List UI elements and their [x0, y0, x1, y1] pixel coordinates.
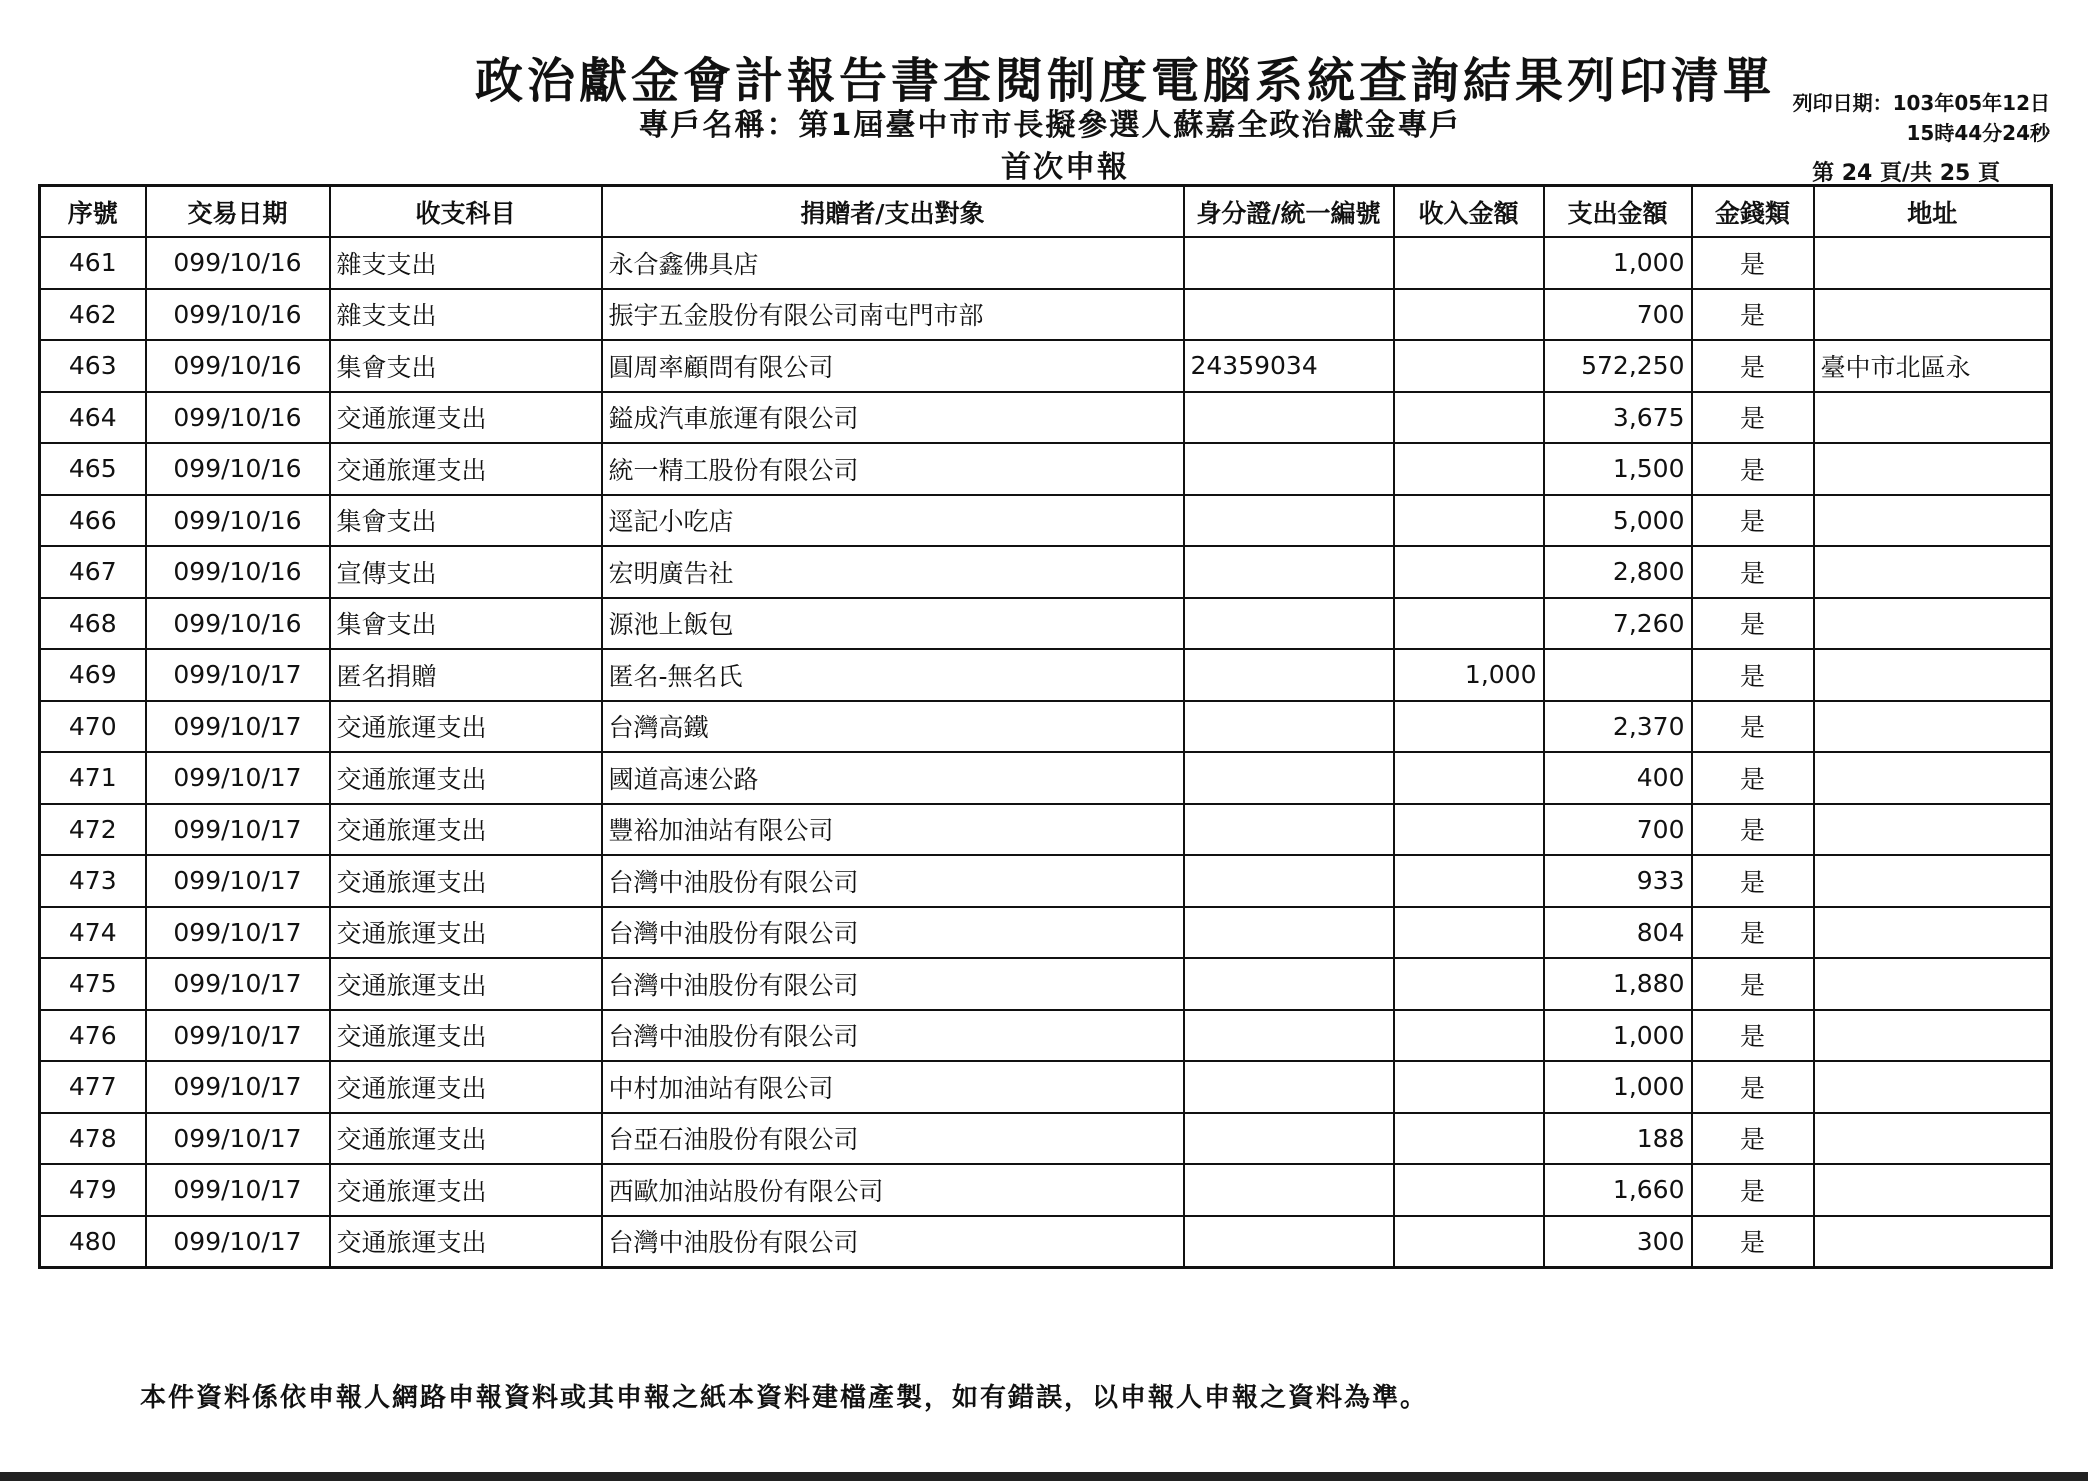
- cell-id: [1184, 649, 1394, 701]
- cell-cash: 是: [1692, 289, 1814, 341]
- cell-category: 宣傳支出: [330, 546, 602, 598]
- cell-category: 交通旅運支出: [330, 958, 602, 1010]
- cell-expense: 300: [1544, 1216, 1692, 1268]
- cell-expense: [1544, 649, 1692, 701]
- cell-no: 466: [40, 495, 146, 547]
- cell-cash: 是: [1692, 958, 1814, 1010]
- cell-address: [1814, 804, 2052, 856]
- cell-date: 099/10/16: [146, 495, 330, 547]
- cell-income: [1394, 958, 1544, 1010]
- cell-party: 台灣中油股份有限公司: [602, 907, 1184, 959]
- cell-id: [1184, 1164, 1394, 1216]
- cell-date: 099/10/17: [146, 649, 330, 701]
- cell-address: [1814, 237, 2052, 289]
- cell-no: 465: [40, 443, 146, 495]
- cell-party: 國道高速公路: [602, 752, 1184, 804]
- cell-id: [1184, 752, 1394, 804]
- cell-address: [1814, 546, 2052, 598]
- cell-cash: 是: [1692, 443, 1814, 495]
- cell-no: 463: [40, 340, 146, 392]
- col-header-category: 收支科目: [330, 186, 602, 238]
- cell-cash: 是: [1692, 392, 1814, 444]
- cell-date: 099/10/17: [146, 701, 330, 753]
- cell-address: [1814, 752, 2052, 804]
- cell-no: 471: [40, 752, 146, 804]
- cell-date: 099/10/17: [146, 855, 330, 907]
- table-row: [40, 1164, 2052, 1216]
- table-row: [40, 701, 2052, 753]
- cell-party: 統一精工股份有限公司: [602, 443, 1184, 495]
- cell-expense: 188: [1544, 1113, 1692, 1165]
- cell-address: [1814, 958, 2052, 1010]
- cell-date: 099/10/16: [146, 340, 330, 392]
- table-row: [40, 546, 2052, 598]
- cell-income: [1394, 237, 1544, 289]
- cell-party: 台亞石油股份有限公司: [602, 1113, 1184, 1165]
- cell-party: 台灣中油股份有限公司: [602, 855, 1184, 907]
- cell-id: [1184, 443, 1394, 495]
- cell-address: [1814, 598, 2052, 650]
- cell-category: 交通旅運支出: [330, 855, 602, 907]
- cell-party: 振宇五金股份有限公司南屯門市部: [602, 289, 1184, 341]
- cell-address: [1814, 1010, 2052, 1062]
- cell-expense: 700: [1544, 289, 1692, 341]
- cell-date: 099/10/17: [146, 958, 330, 1010]
- cell-category: 交通旅運支出: [330, 1164, 602, 1216]
- cell-no: 462: [40, 289, 146, 341]
- cell-expense: 5,000: [1544, 495, 1692, 547]
- cell-no: 479: [40, 1164, 146, 1216]
- cell-category: 集會支出: [330, 495, 602, 547]
- cell-no: 475: [40, 958, 146, 1010]
- cell-date: 099/10/17: [146, 1061, 330, 1113]
- cell-id: [1184, 237, 1394, 289]
- col-header-id: 身分證/統一編號: [1184, 186, 1394, 238]
- cell-party: 台灣中油股份有限公司: [602, 1010, 1184, 1062]
- cell-address: [1814, 392, 2052, 444]
- cell-address: [1814, 701, 2052, 753]
- table-body: [40, 237, 2052, 1267]
- cell-id: [1184, 546, 1394, 598]
- cell-income: [1394, 1113, 1544, 1165]
- cell-income: [1394, 289, 1544, 341]
- cell-no: 472: [40, 804, 146, 856]
- cell-cash: 是: [1692, 855, 1814, 907]
- cell-income: [1394, 598, 1544, 650]
- cell-income: [1394, 855, 1544, 907]
- table-row: [40, 392, 2052, 444]
- cell-cash: 是: [1692, 649, 1814, 701]
- table-row: [40, 1010, 2052, 1062]
- cell-expense: 7,260: [1544, 598, 1692, 650]
- cell-income: [1394, 752, 1544, 804]
- col-header-address: 地址: [1814, 186, 2052, 238]
- cell-cash: 是: [1692, 907, 1814, 959]
- cell-address: [1814, 1113, 2052, 1165]
- cell-expense: 1,500: [1544, 443, 1692, 495]
- cell-no: 480: [40, 1216, 146, 1268]
- cell-no: 468: [40, 598, 146, 650]
- cell-address: [1814, 1061, 2052, 1113]
- cell-cash: 是: [1692, 1010, 1814, 1062]
- print-date-block: [1760, 88, 2050, 148]
- table-row: [40, 443, 2052, 495]
- table-row: [40, 1061, 2052, 1113]
- cell-no: 464: [40, 392, 146, 444]
- cell-party: 鎰成汽車旅運有限公司: [602, 392, 1184, 444]
- cell-cash: 是: [1692, 598, 1814, 650]
- table-row: [40, 958, 2052, 1010]
- cell-date: 099/10/17: [146, 907, 330, 959]
- cell-party: 永合鑫佛具店: [602, 237, 1184, 289]
- cell-id: [1184, 392, 1394, 444]
- col-header-expense: 支出金額: [1544, 186, 1692, 238]
- cell-expense: 1,000: [1544, 1061, 1692, 1113]
- cell-id: 24359034: [1184, 340, 1394, 392]
- cell-party: 中村加油站有限公司: [602, 1061, 1184, 1113]
- cell-address: [1814, 907, 2052, 959]
- cell-address: [1814, 495, 2052, 547]
- cell-id: [1184, 1061, 1394, 1113]
- cell-no: 461: [40, 237, 146, 289]
- col-header-date: 交易日期: [146, 186, 330, 238]
- cell-cash: 是: [1692, 1061, 1814, 1113]
- cell-id: [1184, 701, 1394, 753]
- cell-party: 台灣中油股份有限公司: [602, 958, 1184, 1010]
- cell-category: 交通旅運支出: [330, 701, 602, 753]
- cell-no: 467: [40, 546, 146, 598]
- cell-expense: 804: [1544, 907, 1692, 959]
- cell-expense: 572,250: [1544, 340, 1692, 392]
- cell-id: [1184, 804, 1394, 856]
- cell-date: 099/10/16: [146, 546, 330, 598]
- table-header-row: [40, 186, 2052, 238]
- cell-cash: 是: [1692, 804, 1814, 856]
- col-header-cash: 金錢類: [1692, 186, 1814, 238]
- cell-income: [1394, 1061, 1544, 1113]
- cell-address: 臺中市北區永: [1814, 340, 2052, 392]
- cell-date: 099/10/16: [146, 289, 330, 341]
- cell-date: 099/10/16: [146, 598, 330, 650]
- cell-expense: 2,370: [1544, 701, 1692, 753]
- cell-cash: 是: [1692, 1164, 1814, 1216]
- cell-party: 西歐加油站股份有限公司: [602, 1164, 1184, 1216]
- cell-date: 099/10/16: [146, 443, 330, 495]
- table-row: [40, 598, 2052, 650]
- cell-cash: 是: [1692, 752, 1814, 804]
- cell-category: 雜支支出: [330, 237, 602, 289]
- table-row: [40, 340, 2052, 392]
- cell-party: 台灣中油股份有限公司: [602, 1216, 1184, 1268]
- table-row: [40, 855, 2052, 907]
- cell-id: [1184, 1216, 1394, 1268]
- cell-id: [1184, 958, 1394, 1010]
- cell-date: 099/10/17: [146, 1010, 330, 1062]
- cell-category: 集會支出: [330, 598, 602, 650]
- cell-address: [1814, 649, 2052, 701]
- cell-category: 交通旅運支出: [330, 443, 602, 495]
- cell-date: 099/10/16: [146, 392, 330, 444]
- cell-expense: 2,800: [1544, 546, 1692, 598]
- cell-party: 豐裕加油站有限公司: [602, 804, 1184, 856]
- cell-income: [1394, 1216, 1544, 1268]
- cell-address: [1814, 855, 2052, 907]
- cell-income: [1394, 495, 1544, 547]
- cell-date: 099/10/17: [146, 752, 330, 804]
- cell-no: 470: [40, 701, 146, 753]
- table-row: [40, 1216, 2052, 1268]
- cell-date: 099/10/16: [146, 237, 330, 289]
- cell-income: [1394, 804, 1544, 856]
- cell-income: [1394, 340, 1544, 392]
- cell-party: 逕記小吃店: [602, 495, 1184, 547]
- table-row: [40, 237, 2052, 289]
- cell-no: 474: [40, 907, 146, 959]
- cell-id: [1184, 598, 1394, 650]
- col-header-income: 收入金額: [1394, 186, 1544, 238]
- report-type: 首次申報: [1001, 150, 1129, 185]
- print-time: 15時44分24秒: [1906, 121, 2050, 145]
- cell-category: 集會支出: [330, 340, 602, 392]
- cell-date: 099/10/17: [146, 1113, 330, 1165]
- cell-category: 交通旅運支出: [330, 804, 602, 856]
- cell-no: 478: [40, 1113, 146, 1165]
- cell-category: 交通旅運支出: [330, 1113, 602, 1165]
- report-title: 政治獻金會計報告書查閱制度電腦系統查詢結果列印清單: [475, 53, 1776, 109]
- cell-address: [1814, 1164, 2052, 1216]
- cell-income: 1,000: [1394, 649, 1544, 701]
- cell-income: [1394, 546, 1544, 598]
- table-row: [40, 649, 2052, 701]
- col-header-party: 捐贈者/支出對象: [602, 186, 1184, 238]
- table-row: [40, 804, 2052, 856]
- table-row: [40, 1113, 2052, 1165]
- cell-expense: 933: [1544, 855, 1692, 907]
- cell-income: [1394, 1164, 1544, 1216]
- table-row: [40, 752, 2052, 804]
- cell-party: 匿名-無名氏: [602, 649, 1184, 701]
- cell-expense: 3,675: [1544, 392, 1692, 444]
- cell-no: 477: [40, 1061, 146, 1113]
- cell-expense: 1,000: [1544, 237, 1692, 289]
- cell-category: 交通旅運支出: [330, 1216, 602, 1268]
- cell-id: [1184, 495, 1394, 547]
- cell-address: [1814, 1216, 2052, 1268]
- cell-cash: 是: [1692, 1216, 1814, 1268]
- cell-category: 交通旅運支出: [330, 392, 602, 444]
- cell-id: [1184, 1010, 1394, 1062]
- cell-expense: 400: [1544, 752, 1692, 804]
- cell-no: 473: [40, 855, 146, 907]
- cell-no: 476: [40, 1010, 146, 1062]
- table-row: [40, 289, 2052, 341]
- col-header-no: 序號: [40, 186, 146, 238]
- cell-id: [1184, 1113, 1394, 1165]
- cell-cash: 是: [1692, 701, 1814, 753]
- cell-income: [1394, 1010, 1544, 1062]
- cell-income: [1394, 907, 1544, 959]
- cell-cash: 是: [1692, 1113, 1814, 1165]
- cell-date: 099/10/17: [146, 1216, 330, 1268]
- page-bottom-edge: [0, 1472, 2088, 1481]
- cell-category: 交通旅運支出: [330, 907, 602, 959]
- cell-income: [1394, 443, 1544, 495]
- cell-cash: 是: [1692, 546, 1814, 598]
- cell-expense: 1,660: [1544, 1164, 1692, 1216]
- account-name: 專戶名稱：第1屆臺中市市長擬參選人蘇嘉全政治獻金專戶: [638, 108, 1462, 143]
- disclaimer-note: 本件資料係依申報人網路申報資料或其申報之紙本資料建檔產製，如有錯誤，以申報人申報之資料為準。: [140, 1383, 1429, 1413]
- cell-party: 宏明廣告社: [602, 546, 1184, 598]
- cell-category: 交通旅運支出: [330, 752, 602, 804]
- cell-id: [1184, 907, 1394, 959]
- cell-id: [1184, 855, 1394, 907]
- page-indicator: 第 24 頁/共 25 頁: [1812, 161, 2000, 186]
- records-table: [38, 184, 2053, 1269]
- print-date: 列印日期：103年05年12日: [1792, 91, 2050, 115]
- cell-address: [1814, 443, 2052, 495]
- cell-date: 099/10/17: [146, 804, 330, 856]
- cell-cash: 是: [1692, 340, 1814, 392]
- cell-address: [1814, 289, 2052, 341]
- cell-category: 匿名捐贈: [330, 649, 602, 701]
- cell-date: 099/10/17: [146, 1164, 330, 1216]
- cell-party: 圓周率顧問有限公司: [602, 340, 1184, 392]
- table-row: [40, 907, 2052, 959]
- cell-category: 雜支支出: [330, 289, 602, 341]
- cell-expense: 700: [1544, 804, 1692, 856]
- cell-category: 交通旅運支出: [330, 1061, 602, 1113]
- cell-income: [1394, 392, 1544, 444]
- cell-income: [1394, 701, 1544, 753]
- cell-expense: 1,880: [1544, 958, 1692, 1010]
- cell-cash: 是: [1692, 237, 1814, 289]
- cell-cash: 是: [1692, 495, 1814, 547]
- cell-id: [1184, 289, 1394, 341]
- cell-party: 台灣高鐵: [602, 701, 1184, 753]
- cell-no: 469: [40, 649, 146, 701]
- cell-party: 源池上飯包: [602, 598, 1184, 650]
- cell-expense: 1,000: [1544, 1010, 1692, 1062]
- table-row: [40, 495, 2052, 547]
- cell-category: 交通旅運支出: [330, 1010, 602, 1062]
